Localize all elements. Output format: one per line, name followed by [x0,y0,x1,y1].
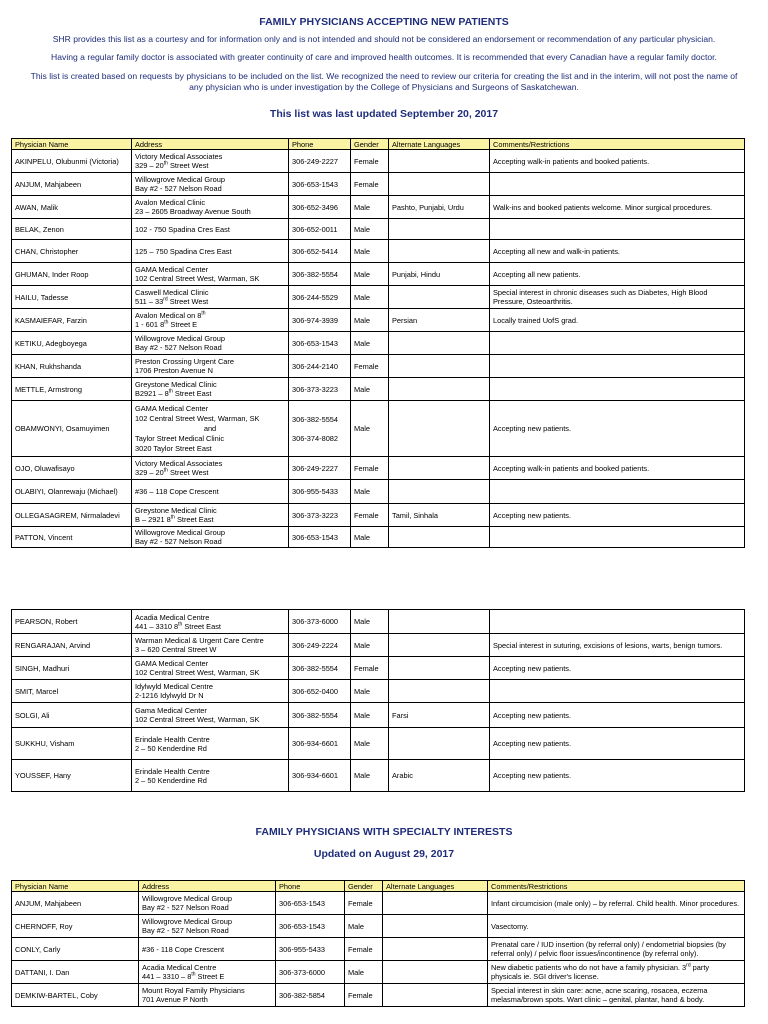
address-line-1: Willowgrove Medical Group [135,175,225,184]
address-line-1: Greystone Medical Clinic [135,506,217,515]
comments: Accepting walk-in patients and booked patients. [490,457,745,480]
address-line-2: 701 Avenue P North [142,995,208,1004]
table-row [12,286,745,309]
col-languages: Alternate Languages [383,881,488,892]
gender: Male [351,703,389,728]
address-line-2: 2-1216 Idylwyld Dr N [135,691,204,700]
intro-criteria: This list is created based on requests by physicians to be included on the list. We recognized the need to review our criteria for creating the list and in the interim, will not post the name of any physician who is under investigation by the College of Physicians and Surgeons of Saskatchewan. [30,71,738,92]
address-line-2: 23 – 2605 Broadway Avenue South [135,207,251,216]
col-gender: Gender [345,881,383,892]
gender: Female [345,938,383,961]
phone: 306-653-1543 [276,892,345,915]
physician-name: OBAMWONYI, Osamuyimen [12,401,132,457]
comments: Special interest in chronic diseases such as Diabetes, High Blood Pressure, Osteoarthritis. [490,286,745,309]
physician-name: ANJUM, Mahjabeen [12,892,139,915]
table-row [12,504,745,527]
phone: 306-382-5854 [276,984,345,1007]
comments [490,332,745,355]
address-line-2: 511 – 33rd Street West [135,296,209,306]
address-line-1: Willowgrove Medical Group [135,334,225,343]
gender: Male [351,219,389,240]
gender: Male [351,286,389,309]
gender: Male [345,961,383,984]
specialty-table [11,880,745,1007]
col-address: Address [132,139,289,150]
languages [389,457,490,480]
languages [389,378,490,401]
address [139,892,276,915]
table-row [12,401,745,457]
address-line-1: Warman Medical & Urgent Care Centre [135,636,264,645]
address-line-2: 102 Central Street West, Warman, SK [135,668,260,677]
table-row [12,263,745,286]
address-line-2: Bay #2 - 527 Nelson Road [135,184,222,193]
table-row [12,680,745,703]
physician-name: KETIKU, Adegboyega [12,332,132,355]
comments: Accepting new patients. [490,703,745,728]
languages: Punjabi, Hindu [389,263,490,286]
phone: 306-244-5529 [289,286,351,309]
physician-name: SUKKHU, Visham [12,728,132,760]
phone: 306-652-3496 [289,196,351,219]
languages [383,915,488,938]
address-line-1: Mount Royal Family Physicians [142,986,245,995]
address [132,480,289,504]
gender: Male [351,760,389,792]
address-line: 3020 Taylor Street East [135,443,212,453]
address [132,378,289,401]
physician-name: PEARSON, Robert [12,610,132,634]
phone: 306-249-2227 [289,457,351,480]
address-line-2: 441 – 3310 – 8th Street E [142,971,225,981]
physician-name: GHUMAN, Inder Roop [12,263,132,286]
address-line-1: Victory Medical Associates [135,152,223,161]
phone: 306-249-2224 [289,634,351,657]
physician-name: CONLY, Carly [12,938,139,961]
languages [383,984,488,1007]
address [132,527,289,548]
gender: Male [351,378,389,401]
col-comments: Comments/Restrictions [490,139,745,150]
phone: 306-652-0011 [289,219,351,240]
header-row [12,139,745,150]
languages: Tamil, Sinhala [389,504,490,527]
address-line: Taylor Street Medical Clinic [135,433,225,443]
languages [389,173,490,196]
table-row [12,938,745,961]
address [132,150,289,173]
address-line-2: 2 – 50 Kenderdine Rd [135,743,207,753]
address-line-1: #36 – 118 Cope Crescent [135,487,219,496]
gender: Female [351,150,389,173]
address-line-2: 1706 Preston Avenue N [135,366,213,375]
address-line-2: 329 – 20th Street West [135,467,209,477]
physician-name: KASMAIEFAR, Farzin [12,309,132,332]
gender: Male [351,634,389,657]
col-address: Address [139,881,276,892]
phone: 306-653-1543 [289,332,351,355]
col-phone: Phone [276,881,345,892]
languages [389,657,490,680]
phone: 306-652-0400 [289,680,351,703]
address [132,728,289,760]
table-row [12,332,745,355]
physician-name: ANJUM, Mahjabeen [12,173,132,196]
table-row [12,634,745,657]
gender: Male [351,610,389,634]
languages [389,728,490,760]
address-line-2: 2 – 50 Kenderdine Rd [135,775,207,785]
address-line-1: GAMA Medical Center [135,659,209,668]
table-row [12,915,745,938]
address-line-1: Erindale Health Centre [135,734,210,744]
phone: 306-382-5554 [289,657,351,680]
table-row [12,984,745,1007]
table-row [12,610,745,634]
address [132,401,289,457]
comments: Accepting new patients. [490,401,745,457]
languages [389,150,490,173]
address-line-1: Erindale Health Centre [135,766,210,776]
table-row [12,457,745,480]
phone: 306-382-5554 [289,703,351,728]
gender: Male [351,401,389,457]
languages [389,332,490,355]
gender: Female [345,984,383,1007]
phone: 306-652-5414 [289,240,351,263]
address [139,938,276,961]
phone: 306-653-1543 [289,173,351,196]
physician-name: DEMKIW-BARTEL, Coby [12,984,139,1007]
table-row [12,527,745,548]
comments: Locally trained UofS grad. [490,309,745,332]
address [132,760,289,792]
address [132,504,289,527]
gender: Male [351,480,389,504]
table-row [12,355,745,378]
col-name: Physician Name [12,881,139,892]
physician-name: PATTON, Vincent [12,527,132,548]
address-line-1: 102 - 750 Spadina Cres East [135,224,230,234]
intro-regular-doctor: Having a regular family doctor is associated with greater continuity of care and improved health outcomes. It is recommended that every Canadian have a regular family doctor. [51,52,717,62]
address-line: and [203,423,217,433]
languages [389,286,490,309]
table-row [12,150,745,173]
physician-name: OLABIYI, Olanrewaju (Michael) [12,480,132,504]
table-row [12,480,745,504]
languages [389,634,490,657]
col-languages: Alternate Languages [389,139,490,150]
address [132,309,289,332]
address [132,240,289,263]
address [132,173,289,196]
address-line-2: 1 - 601 8th Street E [135,319,198,329]
address [132,219,289,240]
comments: New diabetic patients who do not have a family physician. 3rd party physicals ie. SGI driver's license. [488,961,745,984]
phone: 306-974-3939 [289,309,351,332]
comments [490,173,745,196]
address [132,634,289,657]
address [132,355,289,378]
physician-name: CHERNOFF, Roy [12,915,139,938]
address [132,610,289,634]
specialty-title: FAMILY PHYSICIANS WITH SPECIALTY INTERESTS [255,826,513,838]
languages [383,961,488,984]
address-line-2: 329 – 20th Street West [135,160,209,170]
address-line: GAMA Medical Center [135,403,209,413]
gender: Male [351,728,389,760]
gender: Male [345,915,383,938]
address [132,332,289,355]
address-line-1: Preston Crossing Urgent Care [135,357,234,366]
intro-disclaimer: SHR provides this list as a courtesy and for information only and is not intended and should not be considered an endorsement or recommendation of any particular physician. [52,34,716,44]
languages [389,219,490,240]
gender: Female [351,457,389,480]
address [132,457,289,480]
languages [389,401,490,457]
comments [490,680,745,703]
gender: Male [351,240,389,263]
address-line-1: Avalon Medical on 8th [135,310,206,320]
physician-name: OJO, Oluwafisayo [12,457,132,480]
physician-name: SINGH, Madhuri [12,657,132,680]
col-comments: Comments/Restrictions [488,881,745,892]
comments: Accepting all new patients. [490,263,745,286]
table-row [12,892,745,915]
table-row [12,173,745,196]
address-line-1: GAMA Medical Center [135,265,209,274]
physician-name: METTLE, Armstrong [12,378,132,401]
physician-name: SOLGI, Ali [12,703,132,728]
gender: Female [351,657,389,680]
comments: Special interest in skin care: acne, acne scaring, rosacea, eczema melasma/brown spots. Wart clinic – genital, plantar, hand & body. [488,984,745,1007]
table-row [12,309,745,332]
address-line-1: Willowgrove Medical Group [142,917,232,926]
specialty-updated: Updated on August 29, 2017 [313,848,455,860]
address-line-2: Bay #2 - 527 Nelson Road [142,926,229,935]
phone: 306-955-5433 [289,480,351,504]
phone-2: 306-374-8082 [292,433,339,443]
comments [490,480,745,504]
comments: Accepting new patients. [490,504,745,527]
gender: Male [351,332,389,355]
phone: 306-373-3223 [289,378,351,401]
gender: Female [351,173,389,196]
comments: Vasectomy. [488,915,745,938]
address-line-1: Acadia Medical Centre [135,612,210,622]
address-line-2: 3 – 620 Central Street W [135,645,217,654]
languages: Persian [389,309,490,332]
address [139,961,276,984]
address-line-2: Bay #2 - 527 Nelson Road [135,537,222,546]
address-line-2: Bay #2 - 527 Nelson Road [142,903,229,912]
comments: Prenatal care / IUD insertion (by referral only) / endometrial biopsies (by referral only) / pelvic floor issues/incontinence (by referral only). [488,938,745,961]
table-row [12,196,745,219]
languages: Pashto, Punjabi, Urdu [389,196,490,219]
languages [389,527,490,548]
address-line-2: B – 2921 8th Street East [135,514,214,524]
comments [490,527,745,548]
languages: Farsi [389,703,490,728]
physician-name: CHAN, Christopher [12,240,132,263]
phone: 306-934-6601 [289,760,351,792]
table-row [12,240,745,263]
address [139,915,276,938]
languages [389,240,490,263]
table-row [12,219,745,240]
address [132,263,289,286]
address [132,196,289,219]
physician-name: AWAN, Malik [12,196,132,219]
address-line-1: Acadia Medical Centre [142,963,217,972]
phone: 306-249-2227 [289,150,351,173]
physician-name: SMIT, Marcel [12,680,132,703]
physician-name: HAILU, Tadesse [12,286,132,309]
languages [389,480,490,504]
gender: Male [351,196,389,219]
languages [383,938,488,961]
address-line-1: Gama Medical Center [135,706,207,715]
address-line-2: 441 – 3310 8th Street East [135,621,221,631]
address-line-1: Willowgrove Medical Group [135,528,225,537]
gender: Male [351,527,389,548]
gender: Female [351,504,389,527]
gender: Male [351,309,389,332]
table-row [12,961,745,984]
physicians-table-2 [11,609,745,792]
address-line-2: 102 Central Street West, Warman, SK [135,715,260,724]
phone: 306-653-1543 [289,527,351,548]
comments [490,378,745,401]
languages [389,355,490,378]
address-line-1: Idylwyld Medical Centre [135,682,214,691]
phone: 306-382-5554 [289,263,351,286]
phone: 306-373-6000 [276,961,345,984]
address [132,286,289,309]
last-updated: This list was last updated September 20, 2017 [269,108,499,120]
physician-name: RENGARAJAN, Arvind [12,634,132,657]
phone-1: 306-382-5554 [292,414,339,424]
languages [389,610,490,634]
phone [289,401,351,457]
address-line-1: Avalon Medical Clinic [135,198,206,207]
phone: 306-653-1543 [276,915,345,938]
physicians-table-1 [11,138,745,548]
col-name: Physician Name [12,139,132,150]
comments: Accepting all new and walk-in patients. [490,240,745,263]
phone: 306-934-6601 [289,728,351,760]
table-row [12,378,745,401]
table-row [12,657,745,680]
physician-name: YOUSSEF, Hany [12,760,132,792]
gender: Male [351,680,389,703]
col-phone: Phone [289,139,351,150]
table-row [12,728,745,760]
address [132,680,289,703]
phone: 306-244-2140 [289,355,351,378]
phone: 306-373-3223 [289,504,351,527]
comments: Accepting walk-in patients and booked patients. [490,150,745,173]
table-row [12,760,745,792]
gender: Female [351,355,389,378]
address-line-1: Caswell Medical Clinic [135,288,209,297]
comments: Accepting new patients. [490,760,745,792]
comments [490,355,745,378]
address-line: 102 Central Street West, Warman, SK [135,413,260,423]
address [132,657,289,680]
phone: 306-955-5433 [276,938,345,961]
comments: Infant circumcision (male only) – by referral. Child health. Minor procedures. [488,892,745,915]
address-line-2: B2921 – 8th Street East [135,388,212,398]
header-row [12,881,745,892]
address-line-1: Victory Medical Associates [135,459,223,468]
address-line-2: Bay #2 - 527 Nelson Road [135,343,222,352]
address [132,703,289,728]
gender: Female [345,892,383,915]
address-line-1: Greystone Medical Clinic [135,380,217,389]
address-line-1: Willowgrove Medical Group [142,894,232,903]
languages [389,680,490,703]
physician-name: OLLEGASAGREM, Nirmaladevi [12,504,132,527]
comments: Special interest in suturing, excisions of lesions, warts, benign tumors. [490,634,745,657]
address-line-1: 125 – 750 Spadina Cres East [135,246,232,256]
languages: Arabic [389,760,490,792]
comments: Walk-ins and booked patients welcome. Minor surgical procedures. [490,196,745,219]
comments [490,610,745,634]
comments: Accepting new patients. [490,657,745,680]
gender: Male [351,263,389,286]
page-title: FAMILY PHYSICIANS ACCEPTING NEW PATIENTS [259,16,509,28]
address [139,984,276,1007]
physician-name: AKINPELU, Olubunmi (Victoria) [12,150,132,173]
physician-name: BELAK, Zenon [12,219,132,240]
comments [490,219,745,240]
phone: 306-373-6000 [289,610,351,634]
physician-name: KHAN, Rukhshanda [12,355,132,378]
col-gender: Gender [351,139,389,150]
physician-name: DATTANI, I. Dan [12,961,139,984]
address-line-1: #36 - 118 Cope Crescent [142,944,225,954]
table-row [12,703,745,728]
comments: Accepting new patients. [490,728,745,760]
address-line-2: 102 Central Street West, Warman, SK [135,274,260,283]
languages [383,892,488,915]
